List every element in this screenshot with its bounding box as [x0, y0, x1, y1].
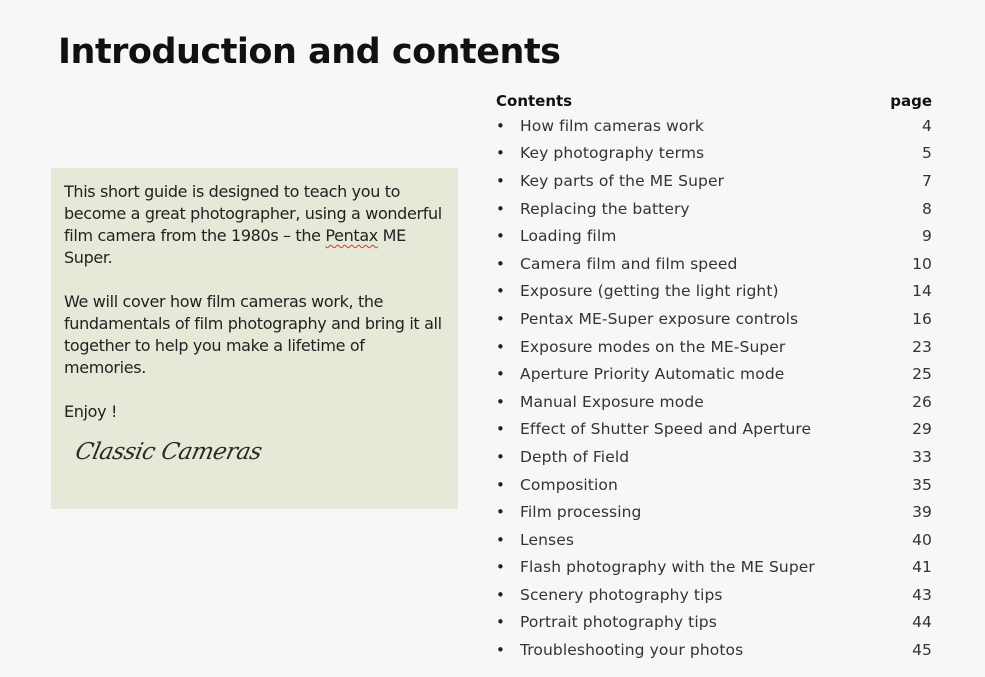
toc-item-label: Lenses	[520, 530, 575, 549]
brand-name-spellcheck: Pentax	[325, 226, 378, 245]
bullet-icon: •	[496, 503, 505, 522]
intro-paragraph-1	[64, 181, 446, 269]
bullet-icon: •	[496, 309, 505, 328]
toc-item-page: 35	[912, 475, 932, 494]
toc-item-page: 25	[912, 365, 932, 384]
toc-item[interactable]	[496, 140, 932, 168]
bullet-icon: •	[496, 254, 505, 273]
bullet-icon: •	[496, 116, 505, 135]
toc-item-page: 44	[912, 613, 932, 632]
toc-item-label: Scenery photography tips	[520, 585, 723, 604]
page-title: Introduction and contents	[58, 32, 561, 72]
toc-item[interactable]	[496, 581, 932, 609]
toc-item-page: 7	[922, 171, 932, 190]
toc-item-label: Aperture Priority Automatic mode	[520, 365, 785, 384]
bullet-icon: •	[496, 475, 505, 494]
bullet-icon: •	[496, 447, 505, 466]
bullet-icon: •	[496, 227, 505, 246]
bullet-icon: •	[496, 199, 505, 218]
toc-item[interactable]	[496, 498, 932, 526]
bullet-icon: •	[496, 641, 505, 660]
toc-item-label: Portrait photography tips	[520, 613, 717, 632]
toc-item-page: 10	[912, 254, 932, 273]
signature-logo: Classic Cameras	[73, 439, 265, 465]
toc-item[interactable]	[496, 195, 932, 223]
toc-item-label: Manual Exposure mode	[520, 392, 704, 411]
toc-item-page: 4	[922, 116, 932, 135]
intro-paragraph-1-suffix: ME Super.	[64, 226, 406, 267]
bullet-icon: •	[496, 337, 505, 356]
toc-item-page: 43	[912, 585, 932, 604]
toc-item-page: 40	[912, 530, 932, 549]
bullet-icon: •	[496, 144, 505, 163]
toc-item-page: 39	[912, 503, 932, 522]
toc-item-page: 41	[912, 558, 932, 577]
toc-heading: Contents	[496, 92, 573, 110]
toc-item[interactable]	[496, 554, 932, 582]
toc-item[interactable]	[496, 471, 932, 499]
toc-item-label: Flash photography with the ME Super	[520, 558, 815, 577]
toc-item[interactable]	[496, 526, 932, 554]
bullet-icon: •	[496, 585, 505, 604]
bullet-icon: •	[496, 171, 505, 190]
toc-item[interactable]	[496, 167, 932, 195]
intro-panel	[51, 168, 458, 509]
intro-paragraph-2: We will cover how film cameras work, the fundamentals of film photography and bring it all together to help you make a lifetime of memories.	[64, 292, 442, 377]
toc-item[interactable]	[496, 609, 932, 637]
toc-item-label: Camera film and film speed	[520, 254, 738, 273]
toc-item-page: 23	[912, 337, 932, 356]
bullet-icon: •	[496, 392, 505, 411]
toc-item-page: 8	[922, 199, 932, 218]
toc-item[interactable]	[496, 250, 932, 278]
intro-paragraph-1-text: This short guide is designed to teach you to become a great photographer, using a wonderful film camera from the 1980s – the	[64, 182, 442, 245]
toc-item-page: 9	[922, 227, 932, 246]
toc-item-label: Exposure modes on the ME-Super	[520, 337, 786, 356]
toc-item-label: Troubleshooting your photos	[520, 641, 744, 660]
toc-item-label: Effect of Shutter Speed and Aperture	[520, 420, 812, 439]
toc-item-page: 45	[912, 641, 932, 660]
toc-item[interactable]	[496, 443, 932, 471]
toc-item-page: 16	[912, 309, 932, 328]
bullet-icon: •	[496, 420, 505, 439]
toc-item-label: Loading film	[520, 227, 617, 246]
toc-item-label: Film processing	[520, 503, 642, 522]
toc-item[interactable]	[496, 388, 932, 416]
toc-item[interactable]	[496, 333, 932, 361]
toc-item[interactable]	[496, 636, 932, 664]
toc-item-label: Key parts of the ME Super	[520, 171, 725, 190]
bullet-icon: •	[496, 530, 505, 549]
toc-item[interactable]	[496, 305, 932, 333]
toc-item-page: 29	[912, 420, 932, 439]
toc-item-label: Key photography terms	[520, 144, 705, 163]
bullet-icon: •	[496, 365, 505, 384]
table-of-contents	[496, 90, 932, 664]
toc-item[interactable]	[496, 222, 932, 250]
toc-item-label: Composition	[520, 475, 618, 494]
toc-item-label: Exposure (getting the light right)	[520, 282, 779, 301]
toc-list	[496, 112, 932, 664]
toc-item-page: 26	[912, 392, 932, 411]
toc-item-page: 5	[922, 144, 932, 163]
toc-item-page: 14	[912, 282, 932, 301]
toc-item-label: How film cameras work	[520, 116, 704, 135]
intro-paragraph-3: Enjoy !	[64, 402, 118, 421]
bullet-icon: •	[496, 558, 505, 577]
toc-item-label: Replacing the battery	[520, 199, 690, 218]
toc-item-label: Depth of Field	[520, 447, 630, 466]
bullet-icon: •	[496, 282, 505, 301]
bullet-icon: •	[496, 613, 505, 632]
toc-item-page: 33	[912, 447, 932, 466]
toc-header	[496, 90, 932, 112]
toc-item[interactable]	[496, 360, 932, 388]
toc-item-label: Pentax ME-Super exposure controls	[520, 309, 799, 328]
toc-item[interactable]	[496, 416, 932, 444]
toc-item[interactable]	[496, 278, 932, 306]
toc-page-heading: page	[890, 92, 932, 110]
toc-item[interactable]	[496, 112, 932, 140]
